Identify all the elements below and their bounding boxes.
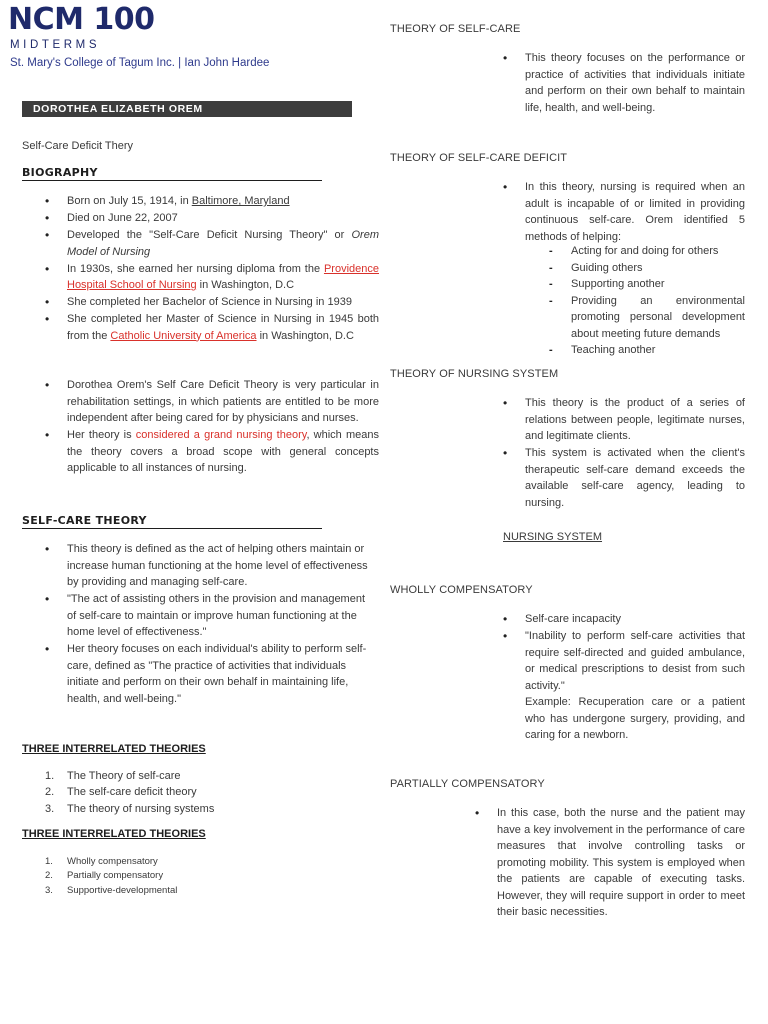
list-item: [67, 210, 379, 227]
list-item: - Supporting another: [571, 276, 745, 293]
providence-link[interactable]: Providence Hospital School of Nursing: [67, 262, 379, 291]
list-item: [45, 869, 367, 883]
document-title: NCM 100: [8, 2, 155, 37]
theory-selfcare-list: [525, 50, 745, 117]
list-number: 3.: [45, 802, 55, 815]
selfcare-theory-list: [67, 541, 371, 708]
list-item: [67, 377, 379, 427]
list-number: 3.: [45, 884, 53, 896]
theory-nursing-list: [525, 395, 745, 512]
bio-diploma-suffix: in Washington, D.C: [196, 279, 295, 291]
bio-master-text: She completed her Master of Science in Nursing in 1945 both from the: [67, 313, 379, 342]
list-item: - Guiding others: [571, 260, 745, 277]
three-theories-heading-1: THREE INTERRELATED THEORIES: [22, 743, 206, 755]
bio-developed-italic: Orem Model of Nursing: [67, 229, 379, 258]
three-theories-list-2: [45, 855, 367, 898]
list-item-text: The self-care deficit theory: [67, 786, 197, 799]
list-item-text: Wholly compensatory: [67, 856, 158, 867]
list-item: [45, 801, 367, 817]
list-number: 2.: [45, 870, 53, 882]
list-item: - Teaching another: [571, 342, 745, 359]
list-item: [45, 784, 367, 800]
list-number: 1.: [45, 856, 53, 867]
list-item: [525, 611, 745, 628]
biography-heading-text: BIOGRAPHY: [22, 166, 98, 179]
list-item: • This system is activated when the client's therapeutic self-care demand exceeds the available self-care agency, leading to nursing.: [525, 445, 745, 511]
list-item-text: Supportive-developmental: [67, 884, 178, 896]
list-number: 2.: [45, 786, 55, 799]
list-item: • This theory is the product of a series of relations between people, legitimate nurses, and legitimate clients.: [525, 395, 745, 445]
list-item: - Providing an environmental promoting personal development about meeting future demands: [571, 293, 745, 343]
list-item-text: The theory of nursing systems: [67, 802, 215, 815]
wholly-compensatory-list: [525, 611, 745, 744]
bio-grand-suffix: , which means the theory covers a broad scope with general concepts applicable to all instances of nursing.: [67, 429, 379, 474]
wholly-example-text: Example: Recuperation care or a patient who has undergone surgery, providing, and caring for a newborn.: [525, 696, 745, 741]
selfcare-theory-heading: [22, 514, 322, 529]
document-meta: St. Mary's College of Tagum Inc. | Ian John Hardee: [10, 57, 270, 69]
bio-died-text: Died on June 22, 2007: [67, 212, 178, 224]
list-item: [67, 311, 379, 344]
biography-list: [67, 193, 379, 345]
bio-particular-text: Dorothea Orem's Self Care Deficit Theory is very particular in rehabilitation settings, in which patients are entitled to be more independent after being cared for by physicians and nurses.: [67, 379, 379, 424]
wholly-compensatory-heading: WHOLLY COMPENSATORY: [390, 584, 533, 596]
catholic-university-link[interactable]: Catholic University of America: [110, 329, 257, 342]
list-item: • In this theory, nursing is required when an adult is incapable of or limited in providing continuous self-care. Orem identified 5 methods of helping:: [525, 179, 745, 245]
bio-developed-text: Developed the "Self-Care Deficit Nursing Theory" or: [67, 229, 352, 241]
list-item: • Her theory focuses on each individual's ability to perform self-care, defined as "The practice of activities that individuals initiate and perform on their own behalf in maintaining life, health, and well-being.": [67, 641, 371, 707]
list-item-text: The Theory of self-care: [67, 770, 181, 782]
biography-heading: [22, 166, 322, 181]
bio-born-place: Baltimore, Maryland: [191, 195, 290, 207]
list-item: [67, 227, 379, 260]
theory-selfcare-heading: THEORY OF SELF-CARE: [390, 23, 521, 35]
list-item: • In this case, both the nurse and the patient may have a key involvement in the performance of care measures that involve controlling tasks or promoting mobility. This system is employed when the patients are capable of executing tasks. However, they will require support in order to meet their basic necessities.: [497, 805, 745, 921]
biography-notes-list: [67, 377, 379, 477]
list-item: [67, 294, 379, 311]
bio-diploma-text: In 1930s, she earned her nursing diploma from the: [67, 262, 324, 275]
list-item-text: Self-care incapacity: [525, 613, 621, 625]
partially-compensatory-list: [497, 805, 745, 921]
nursing-system-label: NURSING SYSTEM: [503, 531, 603, 543]
list-item: [45, 855, 367, 869]
theory-nursing-heading: THEORY OF NURSING SYSTEM: [390, 368, 559, 380]
list-item-text: Partially compensatory: [67, 870, 164, 882]
bio-born-text: Born on July 15, 1914, in: [67, 195, 192, 207]
list-number: 1.: [45, 770, 55, 782]
list-item: [67, 261, 379, 294]
three-theories-heading-2: THREE INTERRELATED THEORIES: [22, 828, 206, 840]
bio-master-suffix: in Washington, D.C: [256, 329, 354, 342]
list-item: [67, 427, 379, 477]
list-item: • This theory is defined as the act of helping others maintain or increase human functioning at the home level of effectiveness by providing and managing self-care.: [67, 541, 371, 591]
theory-deficit-heading: THEORY OF SELF-CARE DEFICIT: [390, 152, 568, 164]
bio-grand-text: Her theory is: [67, 429, 136, 441]
list-item: [525, 628, 745, 744]
list-item: [67, 193, 379, 210]
list-item: [45, 768, 367, 784]
three-theories-list-1: [45, 768, 367, 817]
document-subtitle: MIDTERMS: [10, 39, 101, 51]
bio-grand-highlight: considered a grand nursing theory: [135, 429, 307, 441]
list-item: - Acting for and doing for others: [571, 243, 745, 260]
helping-methods-list: [571, 243, 745, 359]
bio-bachelor-text: She completed her Bachelor of Science in Nursing in 1939: [67, 296, 352, 308]
selfcare-heading-text: SELF-CARE THEORY: [22, 514, 147, 527]
partially-compensatory-heading: PARTIALLY COMPENSATORY: [390, 778, 545, 790]
theory-deficit-list: [525, 179, 745, 246]
name-bar: DOROTHEA ELIZABETH OREM: [22, 101, 352, 117]
list-item: • "The act of assisting others in the provision and management of self-care to maintain or improve human functioning at the home level of effectiveness.": [67, 591, 371, 641]
list-item: • This theory focuses on the performance or practice of activities that individuals initiate and perform on their own behalf to maintain life, health, and well-being.: [525, 50, 745, 116]
theory-name: Self-Care Deficit Thery: [22, 140, 134, 152]
list-item: [45, 884, 367, 898]
list-item-text: "Inability to perform self-care activities that require self-directed and guided ambulance, or medical prescriptions to desist from such activity.": [525, 630, 745, 692]
